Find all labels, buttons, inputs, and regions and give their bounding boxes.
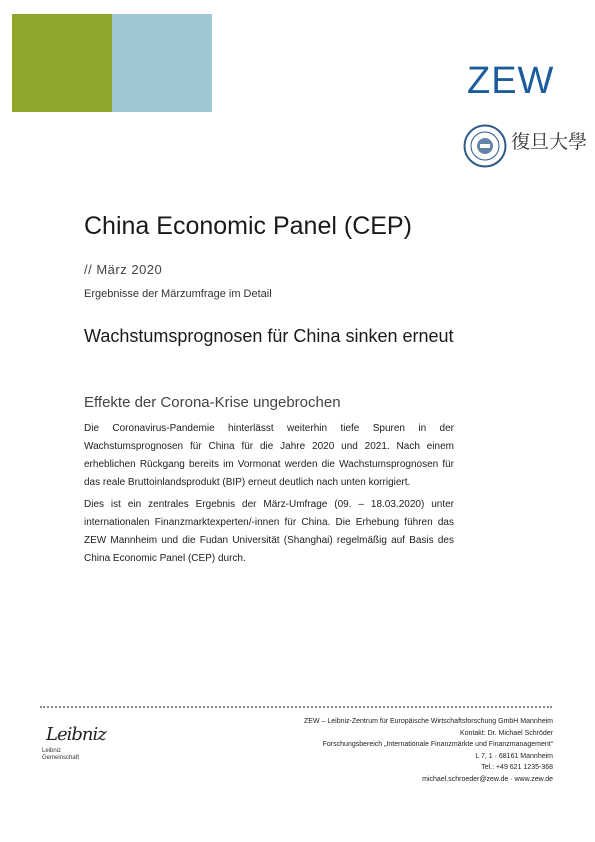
footer-phone: Tel.: +49 621 1235-368 — [481, 764, 553, 771]
leibniz-caption-line: Leibniz — [42, 748, 62, 754]
footer-divider — [40, 706, 552, 708]
footer-contact — [233, 716, 553, 785]
green-color-block — [12, 14, 112, 112]
document-title: China Economic Panel (CEP) — [84, 212, 412, 240]
leibniz-caption-line: Gemeinschaft — [42, 755, 80, 761]
fudan-university-logo: 復旦大學 — [511, 131, 588, 153]
blue-color-block — [112, 14, 212, 112]
paragraph: Dies ist ein zentrales Ergebnis der März-Umfrage (09. – 18.03.2020) unter internationalen Finanzmarktexperten/-innen für China. Die Erhebung führen das ZEW Mannheim und die Fudan Universität (Shanghai) regelmäßig auf Basis des China Economic Panel (CEP) durch. — [84, 499, 454, 564]
footer-contact-person: Kontakt: Dr. Michael Schröder — [460, 729, 553, 737]
footer-department: Forschungsbereich „Internationale Finanzmärkte und Finanzmanagement“ — [322, 741, 553, 748]
fudan-seal-icon — [463, 124, 507, 168]
footer-email-web: michael.schroeder@zew.de · www.zew.de — [422, 775, 553, 783]
zew-logo: ZEW — [467, 60, 555, 102]
document-date: // März 2020 — [84, 262, 163, 277]
footer-institution: ZEW – Leibniz-Zentrum für Europäische Wirtschaftsforschung GmbH Mannheim — [304, 718, 553, 725]
body-text — [84, 420, 454, 572]
headline: Wachstumsprognosen für China sinken erneut — [84, 326, 454, 346]
leibniz-logo — [42, 724, 106, 768]
paragraph: Die Coronavirus-Pandemie hinterlässt weiterhin tiefe Spuren in der Wachstumsprognosen für China für die Jahre 2020 und 2021. Nach einem erheblichen Rückgang bereits im Vormonat werden die Wachstumsprognosen für das reale Bruttoinlandsprodukt (BIP) erneut deutlich nach unten korrigiert. — [84, 423, 454, 488]
document-subtitle: Ergebnisse der Märzumfrage im Detail — [84, 288, 272, 300]
footer-address: L 7, 1 · 68161 Mannheim — [475, 752, 553, 760]
leibniz-script-mark: Leibniz — [46, 724, 106, 745]
leibniz-caption — [42, 748, 79, 762]
subheadline: Effekte der Corona-Krise ungebrochen — [84, 394, 341, 411]
